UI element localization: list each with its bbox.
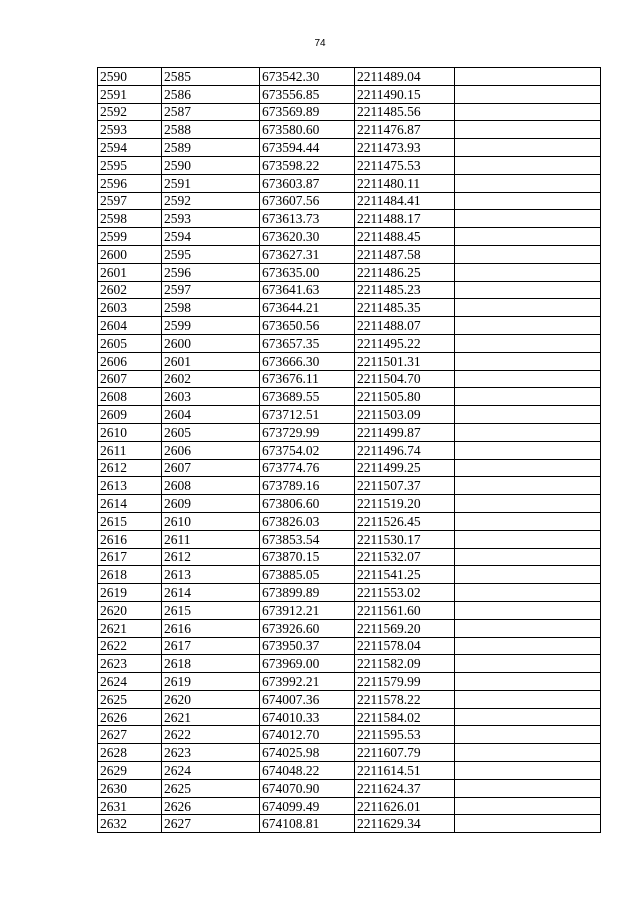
point-number-cell: 2623 — [98, 655, 162, 673]
point-number-cell: 2624 — [98, 673, 162, 691]
remarks-cell — [455, 245, 601, 263]
point-number-cell: 2608 — [98, 388, 162, 406]
point-number-cell: 2621 — [98, 619, 162, 637]
remarks-cell — [455, 726, 601, 744]
table-row — [98, 334, 601, 352]
y-coordinate-cell: 2211499.87 — [355, 423, 455, 441]
y-coordinate-cell: 2211578.22 — [355, 690, 455, 708]
point-number-cell: 2616 — [98, 530, 162, 548]
table-row — [98, 459, 601, 477]
reference-number-cell: 2624 — [162, 762, 260, 780]
x-coordinate-cell: 673635.00 — [260, 263, 355, 281]
point-number-cell: 2601 — [98, 263, 162, 281]
remarks-cell — [455, 192, 601, 210]
remarks-cell — [455, 210, 601, 228]
table-row — [98, 797, 601, 815]
reference-number-cell: 2612 — [162, 548, 260, 566]
point-number-cell: 2620 — [98, 601, 162, 619]
table-row — [98, 210, 601, 228]
point-number-cell: 2603 — [98, 299, 162, 317]
y-coordinate-cell: 2211526.45 — [355, 512, 455, 530]
coordinates-table — [97, 67, 601, 833]
reference-number-cell: 2604 — [162, 406, 260, 424]
x-coordinate-cell: 673853.54 — [260, 530, 355, 548]
remarks-cell — [455, 139, 601, 157]
y-coordinate-cell: 2211629.34 — [355, 815, 455, 833]
table-row — [98, 68, 601, 86]
y-coordinate-cell: 2211578.04 — [355, 637, 455, 655]
y-coordinate-cell: 2211488.45 — [355, 228, 455, 246]
y-coordinate-cell: 2211584.02 — [355, 708, 455, 726]
remarks-cell — [455, 637, 601, 655]
remarks-cell — [455, 495, 601, 513]
y-coordinate-cell: 2211485.56 — [355, 103, 455, 121]
y-coordinate-cell: 2211490.15 — [355, 85, 455, 103]
reference-number-cell: 2619 — [162, 673, 260, 691]
reference-number-cell: 2622 — [162, 726, 260, 744]
x-coordinate-cell: 674025.98 — [260, 744, 355, 762]
y-coordinate-cell: 2211487.58 — [355, 245, 455, 263]
reference-number-cell: 2620 — [162, 690, 260, 708]
y-coordinate-cell: 2211484.41 — [355, 192, 455, 210]
reference-number-cell: 2626 — [162, 797, 260, 815]
remarks-cell — [455, 690, 601, 708]
y-coordinate-cell: 2211507.37 — [355, 477, 455, 495]
x-coordinate-cell: 673806.60 — [260, 495, 355, 513]
table-row — [98, 192, 601, 210]
point-number-cell: 2619 — [98, 584, 162, 602]
table-row — [98, 637, 601, 655]
point-number-cell: 2605 — [98, 334, 162, 352]
reference-number-cell: 2598 — [162, 299, 260, 317]
remarks-cell — [455, 299, 601, 317]
y-coordinate-cell: 2211501.31 — [355, 352, 455, 370]
reference-number-cell: 2617 — [162, 637, 260, 655]
y-coordinate-cell: 2211553.02 — [355, 584, 455, 602]
reference-number-cell: 2615 — [162, 601, 260, 619]
point-number-cell: 2590 — [98, 68, 162, 86]
table-row — [98, 566, 601, 584]
table-row — [98, 139, 601, 157]
point-number-cell: 2615 — [98, 512, 162, 530]
y-coordinate-cell: 2211496.74 — [355, 441, 455, 459]
table-row — [98, 121, 601, 139]
reference-number-cell: 2599 — [162, 317, 260, 335]
table-row — [98, 655, 601, 673]
point-number-cell: 2630 — [98, 779, 162, 797]
remarks-cell — [455, 334, 601, 352]
point-number-cell: 2629 — [98, 762, 162, 780]
reference-number-cell: 2625 — [162, 779, 260, 797]
table-row — [98, 156, 601, 174]
table-row — [98, 779, 601, 797]
reference-number-cell: 2607 — [162, 459, 260, 477]
y-coordinate-cell: 2211579.99 — [355, 673, 455, 691]
reference-number-cell: 2595 — [162, 245, 260, 263]
y-coordinate-cell: 2211561.60 — [355, 601, 455, 619]
x-coordinate-cell: 673870.15 — [260, 548, 355, 566]
y-coordinate-cell: 2211569.20 — [355, 619, 455, 637]
table-row — [98, 726, 601, 744]
table-row — [98, 388, 601, 406]
table-row — [98, 299, 601, 317]
remarks-cell — [455, 441, 601, 459]
reference-number-cell: 2608 — [162, 477, 260, 495]
table-row — [98, 512, 601, 530]
y-coordinate-cell: 2211495.22 — [355, 334, 455, 352]
x-coordinate-cell: 673620.30 — [260, 228, 355, 246]
reference-number-cell: 2589 — [162, 139, 260, 157]
x-coordinate-cell: 673774.76 — [260, 459, 355, 477]
y-coordinate-cell: 2211607.79 — [355, 744, 455, 762]
remarks-cell — [455, 584, 601, 602]
point-number-cell: 2617 — [98, 548, 162, 566]
remarks-cell — [455, 423, 601, 441]
y-coordinate-cell: 2211532.07 — [355, 548, 455, 566]
table-row — [98, 85, 601, 103]
table-row — [98, 744, 601, 762]
table-row — [98, 548, 601, 566]
reference-number-cell: 2603 — [162, 388, 260, 406]
remarks-cell — [455, 744, 601, 762]
y-coordinate-cell: 2211503.09 — [355, 406, 455, 424]
point-number-cell: 2632 — [98, 815, 162, 833]
y-coordinate-cell: 2211485.23 — [355, 281, 455, 299]
x-coordinate-cell: 673926.60 — [260, 619, 355, 637]
x-coordinate-cell: 674010.33 — [260, 708, 355, 726]
point-number-cell: 2614 — [98, 495, 162, 513]
y-coordinate-cell: 2211519.20 — [355, 495, 455, 513]
point-number-cell: 2597 — [98, 192, 162, 210]
table-row — [98, 370, 601, 388]
x-coordinate-cell: 673598.22 — [260, 156, 355, 174]
remarks-cell — [455, 708, 601, 726]
reference-number-cell: 2594 — [162, 228, 260, 246]
point-number-cell: 2598 — [98, 210, 162, 228]
table-row — [98, 406, 601, 424]
x-coordinate-cell: 673641.63 — [260, 281, 355, 299]
remarks-cell — [455, 103, 601, 121]
remarks-cell — [455, 85, 601, 103]
remarks-cell — [455, 601, 601, 619]
remarks-cell — [455, 317, 601, 335]
page-number: 74 — [314, 38, 326, 49]
y-coordinate-cell: 2211541.25 — [355, 566, 455, 584]
x-coordinate-cell: 673689.55 — [260, 388, 355, 406]
point-number-cell: 2610 — [98, 423, 162, 441]
x-coordinate-cell: 673542.30 — [260, 68, 355, 86]
remarks-cell — [455, 779, 601, 797]
point-number-cell: 2592 — [98, 103, 162, 121]
x-coordinate-cell: 673912.21 — [260, 601, 355, 619]
y-coordinate-cell: 2211489.04 — [355, 68, 455, 86]
reference-number-cell: 2588 — [162, 121, 260, 139]
x-coordinate-cell: 673676.11 — [260, 370, 355, 388]
y-coordinate-cell: 2211475.53 — [355, 156, 455, 174]
y-coordinate-cell: 2211582.09 — [355, 655, 455, 673]
table-row — [98, 174, 601, 192]
reference-number-cell: 2609 — [162, 495, 260, 513]
table-row — [98, 495, 601, 513]
table-row — [98, 263, 601, 281]
remarks-cell — [455, 655, 601, 673]
table-row — [98, 673, 601, 691]
table-row — [98, 281, 601, 299]
remarks-cell — [455, 797, 601, 815]
reference-number-cell: 2606 — [162, 441, 260, 459]
remarks-cell — [455, 388, 601, 406]
remarks-cell — [455, 370, 601, 388]
remarks-cell — [455, 530, 601, 548]
x-coordinate-cell: 674099.49 — [260, 797, 355, 815]
x-coordinate-cell: 674070.90 — [260, 779, 355, 797]
remarks-cell — [455, 121, 601, 139]
table-row — [98, 477, 601, 495]
table-row — [98, 228, 601, 246]
reference-number-cell: 2621 — [162, 708, 260, 726]
y-coordinate-cell: 2211595.53 — [355, 726, 455, 744]
table-row — [98, 245, 601, 263]
y-coordinate-cell: 2211488.17 — [355, 210, 455, 228]
reference-number-cell: 2592 — [162, 192, 260, 210]
reference-number-cell: 2601 — [162, 352, 260, 370]
remarks-cell — [455, 512, 601, 530]
point-number-cell: 2595 — [98, 156, 162, 174]
table-row — [98, 762, 601, 780]
x-coordinate-cell: 673754.02 — [260, 441, 355, 459]
reference-number-cell: 2585 — [162, 68, 260, 86]
reference-number-cell: 2597 — [162, 281, 260, 299]
y-coordinate-cell: 2211476.87 — [355, 121, 455, 139]
x-coordinate-cell: 673950.37 — [260, 637, 355, 655]
reference-number-cell: 2616 — [162, 619, 260, 637]
x-coordinate-cell: 673969.00 — [260, 655, 355, 673]
point-number-cell: 2625 — [98, 690, 162, 708]
x-coordinate-cell: 673789.16 — [260, 477, 355, 495]
point-number-cell: 2612 — [98, 459, 162, 477]
point-number-cell: 2622 — [98, 637, 162, 655]
remarks-cell — [455, 406, 601, 424]
remarks-cell — [455, 281, 601, 299]
reference-number-cell: 2611 — [162, 530, 260, 548]
x-coordinate-cell: 673607.56 — [260, 192, 355, 210]
x-coordinate-cell: 673666.30 — [260, 352, 355, 370]
point-number-cell: 2613 — [98, 477, 162, 495]
reference-number-cell: 2613 — [162, 566, 260, 584]
table-row — [98, 601, 601, 619]
y-coordinate-cell: 2211530.17 — [355, 530, 455, 548]
coordinates-table-body — [98, 68, 601, 833]
y-coordinate-cell: 2211485.35 — [355, 299, 455, 317]
remarks-cell — [455, 352, 601, 370]
x-coordinate-cell: 673580.60 — [260, 121, 355, 139]
table-row — [98, 584, 601, 602]
reference-number-cell: 2586 — [162, 85, 260, 103]
point-number-cell: 2631 — [98, 797, 162, 815]
point-number-cell: 2606 — [98, 352, 162, 370]
x-coordinate-cell: 673594.44 — [260, 139, 355, 157]
x-coordinate-cell: 674012.70 — [260, 726, 355, 744]
remarks-cell — [455, 477, 601, 495]
x-coordinate-cell: 673556.85 — [260, 85, 355, 103]
table-row — [98, 690, 601, 708]
x-coordinate-cell: 673657.35 — [260, 334, 355, 352]
reference-number-cell: 2591 — [162, 174, 260, 192]
y-coordinate-cell: 2211473.93 — [355, 139, 455, 157]
reference-number-cell: 2596 — [162, 263, 260, 281]
point-number-cell: 2593 — [98, 121, 162, 139]
point-number-cell: 2596 — [98, 174, 162, 192]
point-number-cell: 2591 — [98, 85, 162, 103]
remarks-cell — [455, 459, 601, 477]
x-coordinate-cell: 673603.87 — [260, 174, 355, 192]
reference-number-cell: 2587 — [162, 103, 260, 121]
x-coordinate-cell: 674007.36 — [260, 690, 355, 708]
point-number-cell: 2594 — [98, 139, 162, 157]
x-coordinate-cell: 673826.03 — [260, 512, 355, 530]
x-coordinate-cell: 673627.31 — [260, 245, 355, 263]
x-coordinate-cell: 674108.81 — [260, 815, 355, 833]
y-coordinate-cell: 2211480.11 — [355, 174, 455, 192]
x-coordinate-cell: 673613.73 — [260, 210, 355, 228]
x-coordinate-cell: 673712.51 — [260, 406, 355, 424]
y-coordinate-cell: 2211505.80 — [355, 388, 455, 406]
remarks-cell — [455, 228, 601, 246]
y-coordinate-cell: 2211504.70 — [355, 370, 455, 388]
table-row — [98, 103, 601, 121]
x-coordinate-cell: 673729.99 — [260, 423, 355, 441]
reference-number-cell: 2602 — [162, 370, 260, 388]
remarks-cell — [455, 815, 601, 833]
remarks-cell — [455, 619, 601, 637]
y-coordinate-cell: 2211626.01 — [355, 797, 455, 815]
remarks-cell — [455, 156, 601, 174]
remarks-cell — [455, 263, 601, 281]
y-coordinate-cell: 2211486.25 — [355, 263, 455, 281]
point-number-cell: 2626 — [98, 708, 162, 726]
reference-number-cell: 2627 — [162, 815, 260, 833]
table-row — [98, 619, 601, 637]
y-coordinate-cell: 2211488.07 — [355, 317, 455, 335]
table-row — [98, 352, 601, 370]
remarks-cell — [455, 762, 601, 780]
reference-number-cell: 2600 — [162, 334, 260, 352]
reference-number-cell: 2590 — [162, 156, 260, 174]
point-number-cell: 2628 — [98, 744, 162, 762]
x-coordinate-cell: 674048.22 — [260, 762, 355, 780]
remarks-cell — [455, 174, 601, 192]
x-coordinate-cell: 673885.05 — [260, 566, 355, 584]
remarks-cell — [455, 566, 601, 584]
x-coordinate-cell: 673644.21 — [260, 299, 355, 317]
remarks-cell — [455, 68, 601, 86]
reference-number-cell: 2593 — [162, 210, 260, 228]
x-coordinate-cell: 673899.89 — [260, 584, 355, 602]
point-number-cell: 2599 — [98, 228, 162, 246]
remarks-cell — [455, 548, 601, 566]
reference-number-cell: 2610 — [162, 512, 260, 530]
point-number-cell: 2618 — [98, 566, 162, 584]
remarks-cell — [455, 673, 601, 691]
table-row — [98, 815, 601, 833]
y-coordinate-cell: 2211614.51 — [355, 762, 455, 780]
x-coordinate-cell: 673650.56 — [260, 317, 355, 335]
x-coordinate-cell: 673569.89 — [260, 103, 355, 121]
reference-number-cell: 2614 — [162, 584, 260, 602]
point-number-cell: 2604 — [98, 317, 162, 335]
table-row — [98, 530, 601, 548]
x-coordinate-cell: 673992.21 — [260, 673, 355, 691]
table-row — [98, 423, 601, 441]
point-number-cell: 2607 — [98, 370, 162, 388]
y-coordinate-cell: 2211499.25 — [355, 459, 455, 477]
reference-number-cell: 2618 — [162, 655, 260, 673]
table-row — [98, 317, 601, 335]
table-row — [98, 441, 601, 459]
point-number-cell: 2600 — [98, 245, 162, 263]
point-number-cell: 2602 — [98, 281, 162, 299]
reference-number-cell: 2605 — [162, 423, 260, 441]
point-number-cell: 2611 — [98, 441, 162, 459]
point-number-cell: 2609 — [98, 406, 162, 424]
point-number-cell: 2627 — [98, 726, 162, 744]
y-coordinate-cell: 2211624.37 — [355, 779, 455, 797]
reference-number-cell: 2623 — [162, 744, 260, 762]
table-row — [98, 708, 601, 726]
